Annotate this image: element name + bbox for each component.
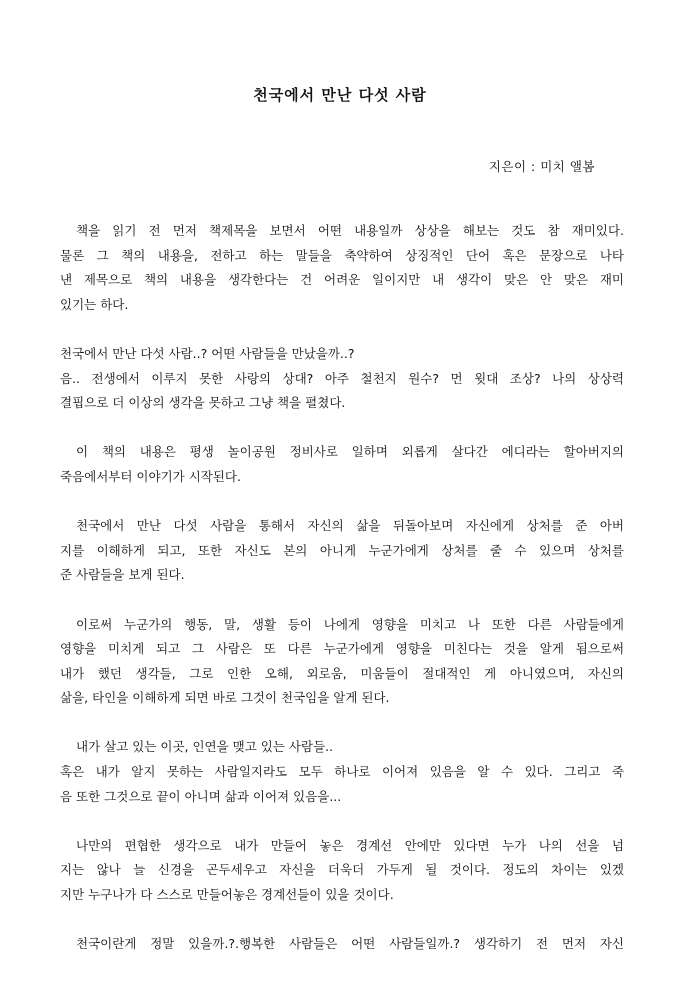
paragraph bbox=[60, 440, 624, 489]
paragraph-line: 지를 이해하게 되고, 또한 자신도 본의 아니게 누군가에게 상처를 줄 수 있으며 상처를 bbox=[60, 542, 624, 558]
paragraph-line: 삶을, 타인을 이해하게 되면 바로 그것이 천국임을 알게 된다. bbox=[60, 690, 390, 706]
paragraph-line: 영향을 미치게 되고 그 사람은 또 다른 누군가에게 영향을 미친다는 것을 알게 됨으로써 bbox=[60, 641, 624, 657]
paragraph bbox=[60, 932, 624, 957]
paragraph-line: 결핍으로 더 이상의 생각을 못하고 그냥 책을 펼쳤다. bbox=[60, 395, 346, 411]
paragraph-line: 낸 제목으로 책의 내용을 생각한다는 건 어려운 일이지만 내 생각이 맞은 안 맞은 재미 bbox=[60, 272, 624, 288]
paragraph bbox=[60, 342, 624, 416]
document-body bbox=[60, 219, 624, 981]
paragraph-line: 천국이란게 정말 있을까.?.행복한 사람들은 어떤 사람들일까.? 생각하기 전 먼저 자신 bbox=[76, 936, 624, 952]
author-line: 지은이 : 미치 앨봄 bbox=[488, 159, 595, 174]
paragraph-line: 음 또한 그것으로 끝이 아니며 삶과 이어져 있음을... bbox=[60, 788, 342, 804]
paragraph-line: 책을 읽기 전 먼저 책제목을 보면서 어떤 내용일까 상상을 해보는 것도 참 재미있다. bbox=[76, 223, 624, 238]
paragraph-line: 내가 했던 생각들, 그로 인한 오해, 외로움, 미움들이 절대적인 게 아니였으며, 자신의 bbox=[60, 665, 624, 681]
paragraph-line: 물론 그 책의 내용을, 전하고 하는 말들을 축약하여 상징적인 단어 혹은 문장으로 나타 bbox=[60, 247, 624, 263]
paragraph-line: 천국에서 만난 다섯 사람을 통해서 자신의 삶을 뒤돌아보며 자신에게 상처를 준 아버 bbox=[76, 518, 624, 534]
paragraph-line: 나만의 편협한 생각으로 내가 만들어 놓은 경계선 안에만 있다면 누가 나의 선을 넘 bbox=[76, 837, 624, 853]
paragraph-line: 준 사람들을 보게 된다. bbox=[60, 567, 185, 583]
paragraph-line: 내가 살고 있는 이곳, 인연을 맺고 있는 사람들.. bbox=[76, 739, 334, 755]
paragraph bbox=[60, 735, 624, 809]
paragraph-line: 이로써 누군가의 행동, 말, 생활 등이 나에게 영향을 미치고 나 또한 다른 사람들에게 bbox=[76, 616, 624, 632]
paragraph-line: 음.. 전생에서 이루지 못한 사랑의 상대? 아주 철천지 원수? 먼 윗대 조상? 나의 상상력 bbox=[60, 370, 624, 386]
paragraph bbox=[60, 514, 624, 588]
paragraph bbox=[60, 219, 624, 317]
paragraph-line: 지만 누구나가 다 스스로 만들어놓은 경계선들이 있을 것이다. bbox=[60, 887, 394, 903]
paragraph-line: 지는 않나 늘 신경을 곤두세우고 자신을 더욱더 가두게 될 것이다. 정도의 차이는 있겠 bbox=[60, 862, 624, 878]
paragraph-line: 있기는 하다. bbox=[60, 296, 129, 312]
paragraph-line: 이 책의 내용은 평생 놀이공원 정비사로 일하며 외롭게 살다간 에디라는 할아버지의 bbox=[76, 444, 624, 460]
document-title: 천국에서 만난 다섯 사람 bbox=[253, 86, 427, 104]
paragraph bbox=[60, 834, 624, 908]
paragraph-line: 천국에서 만난 다섯 사람..? 어떤 사람들을 만났을까..? bbox=[60, 345, 355, 361]
paragraph-line: 혹은 내가 알지 못하는 사람일지라도 모두 하나로 이어져 있음을 알 수 있다. 그리고 죽 bbox=[60, 764, 624, 780]
paragraph bbox=[60, 613, 624, 711]
paragraph-line: 죽음에서부터 이야기가 시작된다. bbox=[60, 468, 241, 484]
